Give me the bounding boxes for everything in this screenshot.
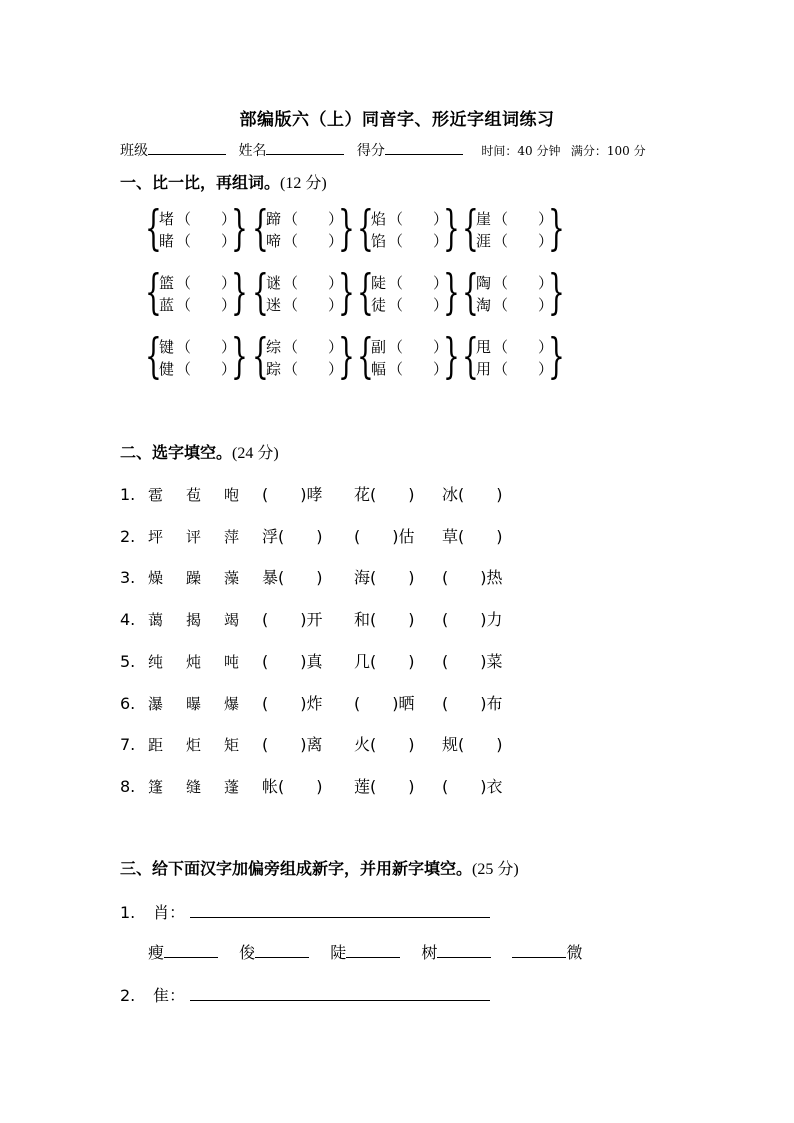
group-line — [266, 294, 343, 315]
group-line — [159, 272, 236, 293]
q1-answer-line[interactable] — [190, 901, 490, 918]
choice-char: 篷 — [148, 777, 164, 796]
fill-item[interactable]: 和( ) — [354, 610, 415, 630]
fill-item[interactable]: 冰( ) — [442, 485, 503, 504]
word-group — [462, 328, 566, 384]
choice-char: 蔼 — [148, 611, 164, 630]
group-line — [371, 272, 448, 293]
choice-char: 苞 — [186, 486, 202, 504]
choice-char: 矩 — [224, 736, 240, 755]
left-brace: { — [145, 264, 162, 320]
group-char: 淘 — [476, 296, 492, 314]
group-char: 陡 — [371, 274, 387, 292]
choice-char: 坪 — [148, 527, 164, 546]
section1-heading — [120, 170, 327, 193]
group-line — [266, 272, 343, 293]
group-char: 啼 — [266, 232, 282, 250]
left-brace: { — [462, 328, 479, 384]
fill-item[interactable]: ( )力 — [442, 610, 503, 630]
choice-char: 燥 — [148, 569, 164, 588]
word-group — [145, 328, 249, 384]
fill-blank[interactable] — [437, 941, 491, 958]
group-line — [266, 208, 343, 229]
group-line — [371, 208, 448, 229]
row-number: 7. — [120, 735, 136, 755]
info-line — [120, 140, 646, 160]
group-line — [159, 358, 236, 379]
group-line — [476, 294, 553, 315]
group-line — [371, 336, 448, 357]
q1-char: 肖： — [153, 903, 186, 922]
row-number: 6. — [120, 693, 136, 713]
fill-blank[interactable] — [164, 941, 218, 958]
exercise-row — [120, 649, 526, 672]
section3-q1-fills — [148, 940, 582, 963]
answer-paren[interactable]: （ ） — [388, 360, 449, 378]
section3-heading — [120, 856, 519, 879]
score-blank[interactable] — [385, 140, 463, 155]
answer-paren[interactable]: （ ） — [388, 338, 449, 356]
answer-paren[interactable]: （ ） — [283, 274, 344, 292]
choice-char: 曝 — [186, 694, 202, 713]
class-blank[interactable] — [148, 140, 226, 155]
answer-paren[interactable]: （ ） — [283, 210, 344, 228]
word-group — [145, 200, 249, 256]
q2-number: 2. — [120, 986, 136, 1005]
group-line — [476, 208, 553, 229]
exercise-row — [120, 607, 526, 630]
right-brace: } — [231, 264, 248, 320]
group-line — [159, 208, 236, 229]
exercise-row — [120, 691, 526, 714]
word-group — [252, 264, 356, 320]
answer-paren[interactable]: （ ） — [388, 232, 449, 250]
section1-points: (12 分) — [280, 175, 327, 192]
exercise-row — [120, 482, 526, 505]
group-char: 馅 — [371, 232, 387, 250]
row-number: 5. — [120, 651, 136, 671]
choice-char: 蓬 — [224, 777, 240, 796]
fill-item[interactable]: ( )开 — [262, 610, 323, 630]
fill-item[interactable]: ( )布 — [442, 693, 503, 713]
choice-char: 缝 — [186, 777, 202, 796]
exercise-row — [120, 524, 526, 547]
right-brace: } — [231, 328, 248, 384]
q2-char: 隹： — [153, 986, 186, 1005]
name-label: 姓名 — [238, 143, 267, 159]
group-char: 焰 — [371, 210, 387, 228]
answer-paren[interactable]: （ ） — [493, 360, 554, 378]
right-brace: } — [231, 200, 248, 256]
choice-char: 雹 — [148, 486, 164, 504]
answer-paren[interactable]: （ ） — [493, 338, 554, 356]
section2-heading — [120, 440, 279, 463]
group-char: 键 — [159, 338, 175, 356]
choice-char: 爆 — [224, 694, 240, 713]
choice-char: 竭 — [224, 611, 240, 630]
left-brace: { — [357, 264, 374, 320]
answer-paren[interactable]: （ ） — [176, 360, 237, 378]
fill-blank[interactable] — [255, 941, 309, 958]
name-blank[interactable] — [266, 140, 344, 155]
section3-title: 三、给下面汉字加偏旁组成新字，并用新字填空。 — [120, 859, 473, 878]
choice-char: 瀑 — [148, 694, 164, 713]
fill-item[interactable]: 莲( ) — [354, 776, 415, 796]
word-group — [462, 200, 566, 256]
left-brace: { — [462, 264, 479, 320]
choice-char: 评 — [186, 527, 202, 546]
group-char: 谜 — [266, 274, 282, 292]
group-line — [371, 294, 448, 315]
fill-item[interactable]: 草( ) — [442, 526, 503, 546]
right-brace: } — [548, 200, 565, 256]
fill-item[interactable]: ( )热 — [442, 568, 503, 588]
class-label: 班级 — [120, 143, 148, 159]
right-brace: } — [338, 200, 355, 256]
word-group — [357, 328, 461, 384]
group-line — [159, 230, 236, 251]
group-char: 甩 — [476, 338, 492, 356]
group-line — [476, 336, 553, 357]
choice-char: 吨 — [224, 652, 240, 671]
full-score-label: 满分：100 分 — [570, 144, 646, 158]
row-number: 2. — [120, 526, 136, 546]
fill-blank[interactable] — [512, 941, 566, 958]
fill-item[interactable]: ( )衣 — [442, 776, 503, 796]
row-number: 1. — [120, 485, 136, 504]
group-char: 用 — [476, 360, 492, 378]
group-char: 综 — [266, 338, 282, 356]
score-label: 得分 — [356, 143, 385, 159]
group-char: 堵 — [159, 210, 175, 228]
section3-q2 — [120, 983, 490, 1006]
exercise-row — [120, 774, 526, 797]
section1-title: 一、比一比，再组词。 — [120, 173, 281, 192]
section2-points: (24 分) — [232, 445, 279, 462]
group-char: 蓝 — [159, 296, 175, 314]
word-group — [357, 200, 461, 256]
group-char: 蹄 — [266, 210, 282, 228]
group-line — [159, 294, 236, 315]
q2-answer-line[interactable] — [190, 984, 490, 1001]
answer-paren[interactable]: （ ） — [388, 274, 449, 292]
right-brace: } — [443, 264, 460, 320]
fill-word: 陡 — [330, 943, 347, 962]
section3-q1 — [120, 900, 490, 923]
fill-item[interactable]: ( )估 — [354, 526, 415, 546]
answer-paren[interactable]: （ ） — [176, 274, 237, 292]
right-brace: } — [338, 264, 355, 320]
right-brace: } — [338, 328, 355, 384]
q1-number: 1. — [120, 903, 136, 922]
group-line — [266, 358, 343, 379]
left-brace: { — [357, 200, 374, 256]
right-brace: } — [443, 328, 460, 384]
group-line — [476, 272, 553, 293]
group-line — [266, 230, 343, 251]
word-group — [145, 264, 249, 320]
group-line — [476, 230, 553, 251]
fill-item[interactable]: 火( ) — [354, 735, 415, 755]
group-line — [371, 230, 448, 251]
left-brace: { — [145, 200, 162, 256]
choice-char: 距 — [148, 736, 164, 755]
group-char: 踪 — [266, 360, 282, 378]
fill-word: 微 — [566, 943, 583, 962]
answer-paren[interactable]: （ ） — [493, 232, 554, 250]
right-brace: } — [548, 264, 565, 320]
fill-item[interactable]: 规( ) — [442, 735, 503, 755]
time-label: 时间：40 分钟 — [481, 144, 561, 158]
group-char: 副 — [371, 338, 387, 356]
answer-paren[interactable]: （ ） — [176, 338, 237, 356]
answer-paren[interactable]: （ ） — [176, 232, 237, 250]
choice-char: 炬 — [186, 736, 202, 755]
group-char: 陶 — [476, 274, 492, 292]
fill-item[interactable]: ( )离 — [262, 735, 323, 755]
left-brace: { — [357, 328, 374, 384]
group-char: 迷 — [266, 296, 282, 314]
group-line — [371, 358, 448, 379]
choice-char: 炖 — [186, 652, 202, 671]
fill-item[interactable]: ( )炸 — [262, 693, 323, 713]
exercise-row — [120, 565, 526, 588]
fill-item[interactable]: 暴( ) — [262, 568, 323, 588]
page-title: 部编版六（上）同音字、形近字组词练习 — [239, 110, 555, 130]
answer-paren[interactable]: （ ） — [388, 210, 449, 228]
fill-item[interactable]: 几( ) — [354, 651, 415, 671]
row-number: 4. — [120, 610, 136, 630]
fill-item[interactable]: ( )哮 — [262, 485, 323, 504]
answer-paren[interactable]: （ ） — [388, 296, 449, 314]
answer-paren[interactable]: （ ） — [283, 360, 344, 378]
choice-char: 揭 — [186, 611, 202, 630]
group-char: 睹 — [159, 232, 175, 250]
group-line — [476, 358, 553, 379]
group-line — [159, 336, 236, 357]
choice-char: 萍 — [224, 527, 240, 546]
right-brace: } — [548, 328, 565, 384]
choice-char: 藻 — [224, 569, 240, 588]
row-number: 8. — [120, 776, 136, 796]
word-group — [252, 200, 356, 256]
choice-char: 咆 — [224, 486, 240, 504]
fill-item[interactable]: 帐( ) — [262, 776, 323, 796]
fill-item[interactable]: 海( ) — [354, 568, 415, 588]
left-brace: { — [252, 200, 269, 256]
answer-paren[interactable]: （ ） — [283, 296, 344, 314]
group-char: 涯 — [476, 232, 492, 250]
fill-item[interactable]: ( )真 — [262, 651, 323, 671]
group-char: 崖 — [476, 210, 492, 228]
left-brace: { — [252, 264, 269, 320]
exercise-row — [120, 732, 526, 755]
choice-char: 躁 — [186, 569, 202, 588]
answer-paren[interactable]: （ ） — [176, 296, 237, 314]
group-char: 健 — [159, 360, 175, 378]
group-char: 徒 — [371, 296, 387, 314]
left-brace: { — [252, 328, 269, 384]
row-number: 3. — [120, 568, 136, 588]
answer-paren[interactable]: （ ） — [283, 338, 344, 356]
choice-char: 纯 — [148, 652, 164, 671]
answer-paren[interactable]: （ ） — [283, 232, 344, 250]
section3-points: (25 分) — [472, 861, 519, 878]
left-brace: { — [145, 328, 162, 384]
left-brace: { — [462, 200, 479, 256]
group-char: 篮 — [159, 274, 175, 292]
answer-paren[interactable]: （ ） — [493, 210, 554, 228]
fill-blank[interactable] — [346, 941, 400, 958]
fill-word: 树 — [421, 943, 438, 962]
fill-item[interactable]: 浮( ) — [262, 526, 323, 546]
fill-item[interactable]: ( )晒 — [354, 693, 415, 713]
fill-item[interactable]: ( )菜 — [442, 651, 503, 671]
answer-paren[interactable]: （ ） — [493, 274, 554, 292]
fill-word: 瘦 — [148, 943, 165, 962]
section2-title: 二、选字填空。 — [120, 443, 233, 462]
answer-paren[interactable]: （ ） — [176, 210, 237, 228]
right-brace: } — [443, 200, 460, 256]
fill-word: 俊 — [239, 943, 256, 962]
group-char: 幅 — [371, 360, 387, 378]
fill-item[interactable]: 花( ) — [354, 485, 415, 504]
word-group — [357, 264, 461, 320]
word-group — [252, 328, 356, 384]
group-line — [266, 336, 343, 357]
word-group — [462, 264, 566, 320]
answer-paren[interactable]: （ ） — [493, 296, 554, 314]
